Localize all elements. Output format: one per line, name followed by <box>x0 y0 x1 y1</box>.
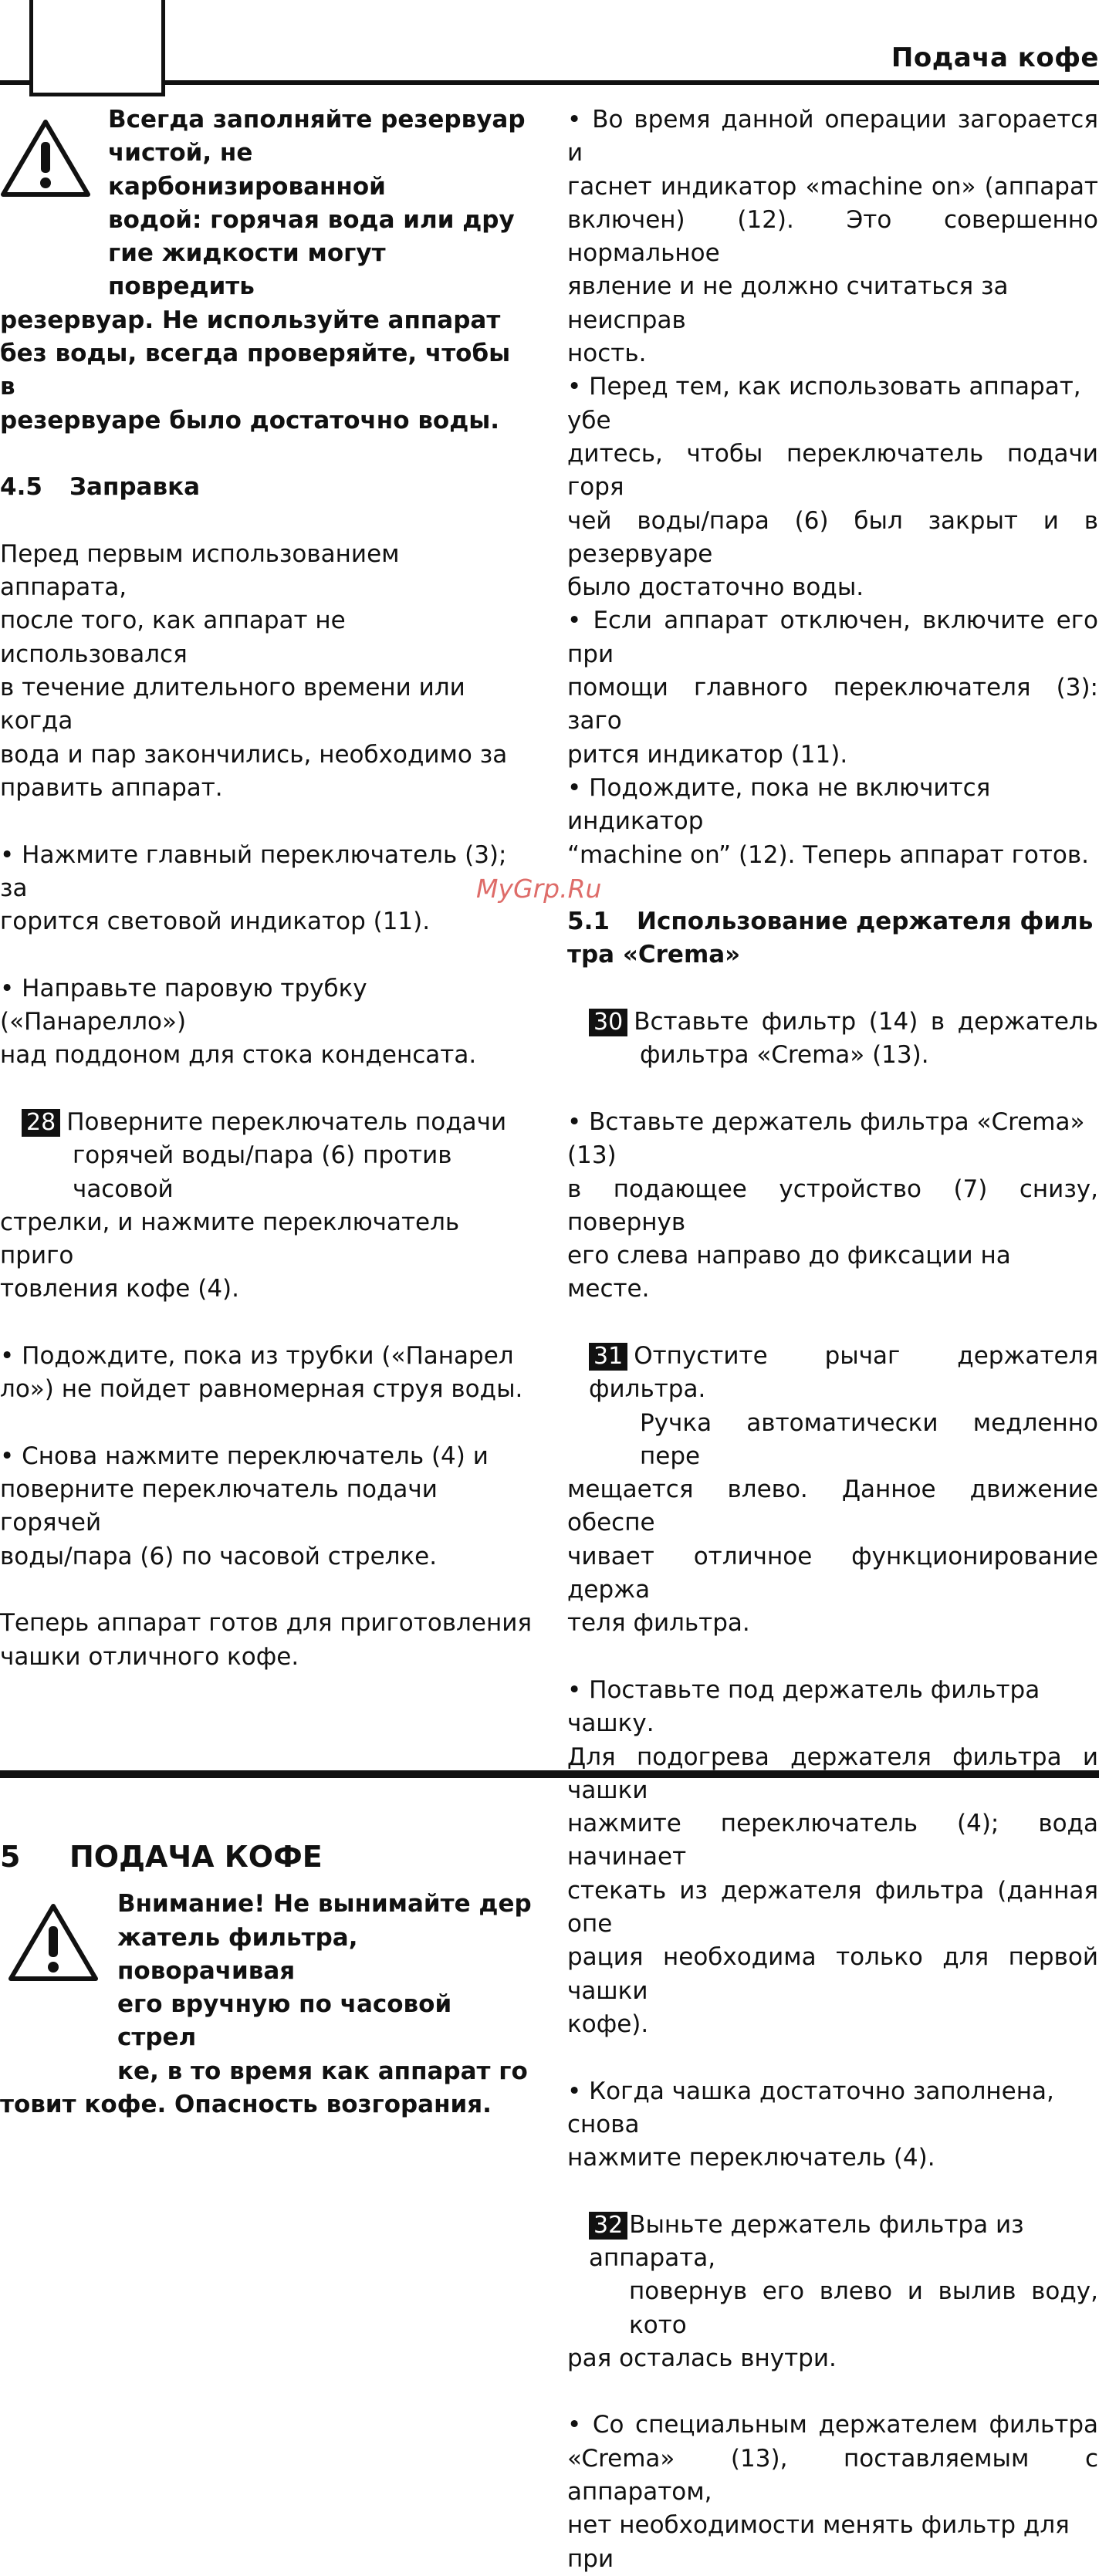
text-line: гаснет индикатор «machine on» (аппарат <box>567 172 1098 201</box>
text-line: • Когда чашка достаточно заполнена, снова <box>567 2077 1054 2138</box>
step-31 <box>567 1340 1098 1641</box>
text-line: ло») не пойдет равномерная струя воды. <box>0 1375 523 1404</box>
text-line: повернув его влево и вылив воду, кото <box>629 2277 1098 2339</box>
step-number-badge: 32 <box>589 2212 627 2240</box>
text-line: • Перед тем, как использовать аппарат, убе <box>567 373 1081 434</box>
text-line: теля фильтра. <box>567 1609 750 1638</box>
text-line: • Во время данной операции загорается и <box>567 106 1098 167</box>
text-line: дитесь, чтобы переключатель подачи горя <box>567 439 1098 502</box>
text-line: • Снова нажмите переключатель (4) и <box>0 1442 489 1470</box>
step-number-badge: 31 <box>589 1343 627 1371</box>
text-line: Теперь аппарат готов для приготовления <box>0 1609 533 1638</box>
section-title: ПОДАЧА КОФЕ <box>69 1839 323 1874</box>
text-line: воды/пара (6) по часовой стрелке. <box>0 1542 438 1570</box>
section-heading-5 <box>0 1841 533 1874</box>
ready-paragraph <box>0 1607 533 1674</box>
text-line: рация необходима только для первой чашки <box>567 1943 1098 2005</box>
para-power-on <box>567 604 1098 771</box>
text-line: Вставьте фильтр (14) в держатель <box>634 1008 1098 1036</box>
warning-line: Всегда заполняйте резервуар <box>108 106 526 134</box>
text-line: включен) (12). Это совершенно нормальное <box>567 205 1098 268</box>
page-corner-box <box>29 0 165 96</box>
text-line: • Если аппарат отключен, включите его при <box>567 607 1098 668</box>
text-line: • Со специальным держателем фильтра <box>567 2411 1098 2439</box>
section-number: 4.5 <box>0 473 42 502</box>
warning-line: резервуар. Не используйте аппарат <box>0 306 501 334</box>
warning-line: водой: горячая вода или дру <box>108 205 515 234</box>
text-line: рая осталась внутри. <box>567 2344 837 2372</box>
text-line: мещается влево. Данное движение обеспе <box>567 1476 1098 1537</box>
watermark: MyGrp.Ru <box>476 874 602 904</box>
text-line: нет необходимости менять фильтр для при <box>567 2511 1070 2573</box>
warning-line: резервуаре было достаточно воды. <box>0 406 500 434</box>
text-line: товления кофе (4). <box>0 1275 239 1303</box>
warning-line: гие жидкости могут повредить <box>108 239 386 301</box>
text-line: • Направьте паровую трубку («Панарелло») <box>0 974 367 1036</box>
bullet-press-again <box>0 1440 533 1574</box>
para-cup-full <box>567 2075 1098 2175</box>
section-heading-5-1 <box>567 905 1098 972</box>
text-line: Выньте держатель фильтра из аппарата, <box>589 2210 1024 2272</box>
text-line: поверните переключатель подачи горячей <box>0 1476 438 1537</box>
right-column <box>567 103 1098 2576</box>
text-line: стрелки, и нажмите переключатель приго <box>0 1208 460 1270</box>
text-line: в подающее устройство (7) снизу, повернув <box>567 1175 1098 1236</box>
text-line: явление и не должно считаться за неисправ <box>567 272 1009 334</box>
step-30 <box>567 1006 1098 1073</box>
text-line: Поверните переключатель подачи <box>66 1107 507 1136</box>
step-number-badge: 28 <box>22 1109 60 1137</box>
section-number: 5 <box>0 1839 21 1874</box>
warning-triangle-icon <box>0 117 91 199</box>
text-line: • Подождите, пока из трубки («Панарел <box>0 1341 514 1370</box>
text-line: «Crema» (13), поставляемым с аппаратом, <box>567 2444 1098 2507</box>
text-line: • Вставьте держатель фильтра «Crema» (13) <box>567 1107 1085 1170</box>
text-line: рится индикатор (11). <box>567 740 848 769</box>
text-line: • Нажмите главный переключатель (3); за <box>0 840 507 902</box>
text-line: править аппарат. <box>0 773 223 802</box>
bullet-main-switch <box>0 839 533 939</box>
warning-line: жатель фильтра, поворачивая <box>117 1923 358 1985</box>
step-number-badge: 30 <box>589 1009 627 1036</box>
text-line: помощи главного переключателя (3): заго <box>567 674 1098 735</box>
text-line: Для подогрева держателя фильтра и чашки <box>567 1743 1098 1804</box>
warning-line: чистой, не карбонизированной <box>108 139 386 201</box>
text-line: горится световой индикатор (11). <box>0 908 431 936</box>
warning-line: ке, в то время как аппарат го <box>117 2057 528 2085</box>
bullet-wait-stream <box>0 1340 533 1407</box>
text-line: в течение длительного времени или когда <box>0 674 465 735</box>
page-header-title: Подача кофе <box>891 42 1099 73</box>
text-line: Перед первым использованием аппарата, <box>0 539 400 602</box>
text-line: горячей воды/пара (6) против часовой <box>73 1141 452 1203</box>
text-line: после того, как аппарат не использовался <box>0 607 346 668</box>
text-line: фильтра «Crema» (13). <box>640 1041 929 1070</box>
para-cup-preheat <box>567 1674 1098 2041</box>
para-wait-indicator <box>567 772 1098 872</box>
text-line: ность. <box>567 340 647 368</box>
text-line: кофе). <box>567 2010 649 2038</box>
warning-line: товит кофе. Опасность возгорания. <box>0 2091 492 2119</box>
para-insert-holder <box>567 1106 1098 1307</box>
warning-line: Внимание! Не вынимайте дер <box>117 1890 532 1918</box>
section-title: тра «Crema» <box>567 941 741 969</box>
left-column <box>0 103 533 2121</box>
para-crema-filter <box>567 2409 1098 2575</box>
text-line: нажмите переключатель (4). <box>567 2144 935 2172</box>
warning-line: его вручную по часовой стрел <box>117 1990 452 2052</box>
text-line: чашки отличного кофе. <box>0 1642 299 1671</box>
text-line: чивает отличное функционирование держа <box>567 1542 1098 1604</box>
step-32 <box>567 2209 1098 2375</box>
text-line: Ручка автоматически медленно пере <box>640 1408 1098 1470</box>
text-line: • Подождите, пока не включится индикатор <box>567 773 991 836</box>
section-number: 5.1 <box>567 908 610 936</box>
section-title: Заправка <box>69 473 201 502</box>
step-28 <box>0 1106 533 1307</box>
text-line: “machine on” (12). Теперь аппарат готов. <box>567 840 1089 869</box>
para-check-switch <box>567 370 1098 604</box>
warning-block-refill <box>0 103 533 438</box>
text-line: нажмите переключатель (4); вода начинает <box>567 1810 1098 1871</box>
para-machine-on-indicator <box>567 103 1098 370</box>
text-line: стекать из держателя фильтра (данная опе <box>567 1876 1098 1939</box>
section-heading-4-5 <box>0 471 533 504</box>
section-title: Использование держателя филь <box>637 908 1094 936</box>
warning-line: без воды, всегда проверяйте, чтобы в <box>0 340 511 401</box>
text-line: Отпустите рычаг держателя фильтра. <box>589 1341 1098 1404</box>
text-line: • Поставьте под держатель фильтра чашку. <box>567 1675 1040 1738</box>
intro-paragraph <box>0 538 533 805</box>
text-line: над поддоном для стока конденсата. <box>0 1041 477 1070</box>
text-line: вода и пар закончились, необходимо за <box>0 740 508 769</box>
bullet-steam-wand <box>0 972 533 1073</box>
warning-triangle-icon <box>8 1902 99 1983</box>
text-line: его слева направо до фиксации на месте. <box>567 1242 1011 1303</box>
text-line: было достаточно воды. <box>567 573 864 602</box>
warning-block-filter-holder <box>0 1888 533 2121</box>
text-line: чей воды/пара (6) был закрыт и в резервуаре <box>567 506 1098 568</box>
